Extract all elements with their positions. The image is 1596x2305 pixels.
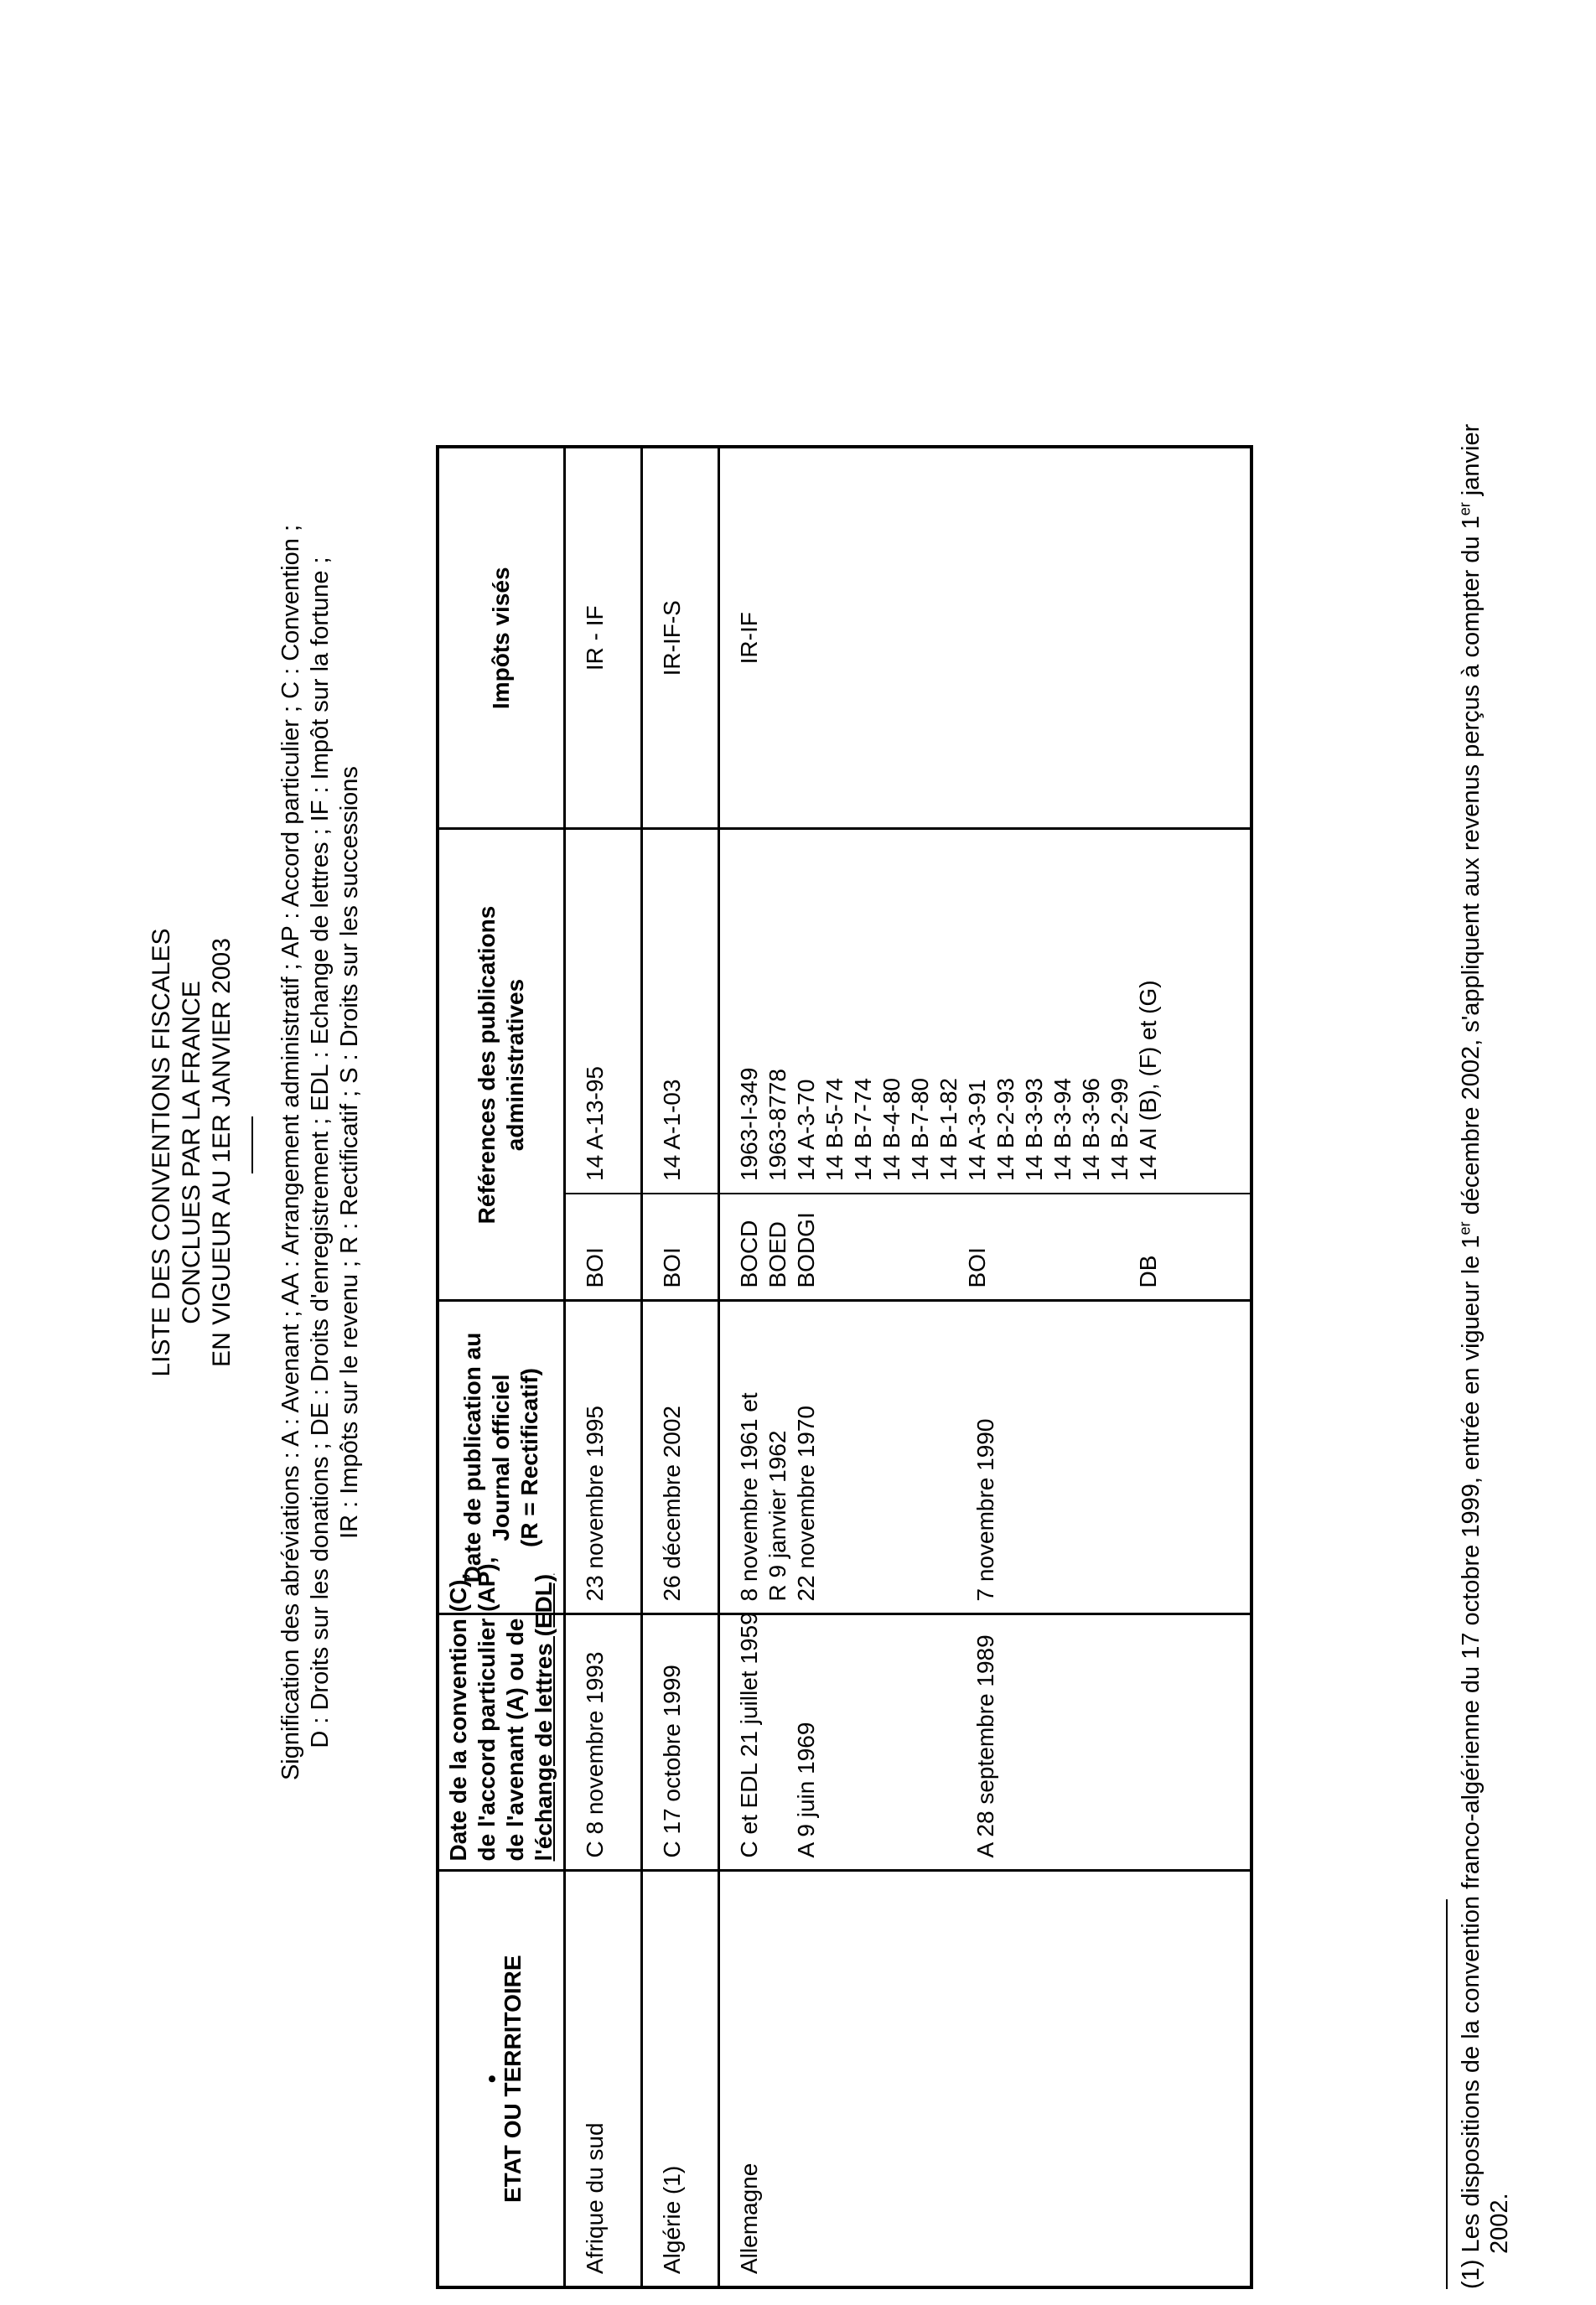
cell-state: Allemagne xyxy=(719,1871,1251,2286)
header-taxes: Impôts visés xyxy=(439,448,565,829)
ref-prefix-entry: BOED xyxy=(764,1221,790,1288)
ref-code-entry: 14 B-4-80 xyxy=(878,1078,904,1181)
cell-state: Algérie (1) xyxy=(642,1871,719,2286)
cell-ref-code xyxy=(719,829,1251,1194)
header-state-label: ETAT OU TERRITOIRE xyxy=(500,1955,526,2204)
spacer xyxy=(821,1628,972,1858)
cell-convention: C 8 novembre 1993 xyxy=(565,1614,642,1871)
cell-taxes: IR - IF xyxy=(565,448,642,829)
title-line: EN VIGUEUR AU 1ER JANVIER 2003 xyxy=(208,938,236,1367)
spacer xyxy=(764,1628,792,1858)
ref-code-entry: 14 B-2-99 xyxy=(1106,1078,1132,1181)
spacer xyxy=(1049,1206,1077,1288)
publication-entry: R 9 janvier 1962 xyxy=(764,1430,790,1602)
cell-ref-code: 14 A-13-95 xyxy=(565,829,642,1194)
publication-entry: 22 novembre 1970 xyxy=(793,1405,819,1602)
header-text: de l'accord particulier (AP), xyxy=(474,1557,500,1862)
convention-entry: A 9 juin 1969 xyxy=(793,1722,819,1858)
cell-publication xyxy=(719,1301,1251,1614)
table-row xyxy=(719,448,1251,2286)
title-line: CONCLUES PAR LA FRANCE xyxy=(178,981,205,1324)
header-text: Références des publications xyxy=(474,905,500,1225)
spacer xyxy=(821,1314,972,1602)
footnote-sup: er xyxy=(1456,1221,1474,1235)
spacer xyxy=(992,1206,1020,1288)
title-divider xyxy=(251,1116,253,1173)
footnote-line xyxy=(1457,152,1485,2289)
ref-code-entry: 14 A-3-91 xyxy=(964,1079,990,1181)
header-publication-date xyxy=(439,1301,565,1614)
ref-code-entry: 14 B-3-94 xyxy=(1049,1078,1075,1181)
spacer xyxy=(878,1206,906,1288)
cell-publication: 26 décembre 2002 xyxy=(642,1301,719,1614)
cell-ref-code: 14 A-1-03 xyxy=(642,829,719,1194)
cell-taxes: IR-IF xyxy=(719,448,1251,829)
header-references xyxy=(439,829,565,1301)
ref-code-entry: 14 B-7-80 xyxy=(907,1078,933,1181)
ref-code-entry: 14 B-3-96 xyxy=(1078,1078,1104,1181)
convention-entry: A 28 septembre 1989 xyxy=(972,1634,998,1858)
ref-code-entry: 14 AI (B), (F) et (G) xyxy=(1135,980,1161,1181)
spacer xyxy=(906,1206,935,1288)
spacer xyxy=(1106,1206,1134,1288)
footnote-divider xyxy=(1446,1899,1448,2289)
header-text: de l'avenant (A) ou de xyxy=(502,1618,528,1862)
legend-line: IR : Impôts sur le revenu ; R : Rectificatif ; S : Droits sur les successions xyxy=(336,766,363,1539)
spacer xyxy=(849,1206,878,1288)
ref-code-entry: 14 B-5-74 xyxy=(821,1078,847,1181)
cell-ref-prefix xyxy=(719,1194,1251,1301)
convention-entry: C et EDL 21 juillet 1959 xyxy=(736,1612,762,1858)
ref-code-entry: 14 B-1-82 xyxy=(935,1078,961,1181)
cell-publication: 23 novembre 1995 xyxy=(565,1301,642,1614)
spacer xyxy=(1077,1206,1106,1288)
cell-ref-prefix: BOI xyxy=(642,1194,719,1301)
cell-ref-prefix: BOI xyxy=(565,1194,642,1301)
ref-code-entry: 14 B-7-74 xyxy=(850,1078,876,1181)
ref-code-entry: 14 A-3-70 xyxy=(793,1079,819,1181)
ref-prefix-entry: DB xyxy=(1135,1255,1161,1288)
footnote-text: janvier xyxy=(1458,423,1485,503)
footnote-text: décembre 2002, s'appliquent aux revenus perçus à compter du 1 xyxy=(1458,515,1485,1222)
table-row xyxy=(642,448,719,2286)
footnote xyxy=(1457,152,1514,2289)
header-convention-date xyxy=(439,1557,565,1871)
ref-prefix-entry: BODGI xyxy=(793,1212,819,1288)
header-text: Journal officiel xyxy=(488,1374,514,1541)
title-line: LISTE DES CONVENTIONS FISCALES xyxy=(148,928,175,1377)
ref-code-entry: 1963-I-349 xyxy=(736,1067,762,1181)
header-text: Date de la convention (C), xyxy=(445,1572,471,1862)
header-text: (R = Rectificatif) xyxy=(516,1368,542,1547)
publication-entry: 7 novembre 1990 xyxy=(972,1418,998,1602)
header-mark: • xyxy=(479,2074,505,2084)
publication-entry: 8 novembre 1961 et xyxy=(736,1392,762,1602)
ref-code-entry: 14 B-3-93 xyxy=(1021,1078,1047,1181)
header-state xyxy=(439,1871,565,2286)
table-row xyxy=(565,448,642,2286)
cell-state: Afrique du sud xyxy=(565,1871,642,2286)
legend-line: D : Droits sur les donations ; DE : Droits d'enregistrement ; EDL : Echange de lettres ; IF : Impôt sur la fortune ; xyxy=(307,557,334,1748)
footnote-sup: er xyxy=(1456,502,1474,516)
legend-line: Signification des abréviations : A : Avenant ; AA : Arrangement administratif ; AP : Accord particulier ; C : Convention ; xyxy=(277,524,304,1781)
ref-code-entry: 1963-8778 xyxy=(764,1069,790,1181)
ref-code-entry: 14 B-2-93 xyxy=(992,1078,1018,1181)
cell-convention xyxy=(719,1614,1251,1871)
table-header-row xyxy=(439,448,565,2286)
document-title xyxy=(147,0,237,2305)
conventions-table xyxy=(436,445,1253,2289)
ref-prefix-entry: BOCD xyxy=(736,1220,762,1288)
header-text: administratives xyxy=(502,978,528,1152)
spacer xyxy=(1020,1206,1049,1288)
cell-convention: C 17 octobre 1999 xyxy=(642,1614,719,1871)
header-text: Date de publication au xyxy=(459,1332,485,1583)
ref-prefix-entry: BOI xyxy=(964,1247,990,1288)
footnote-text: (1) Les dispositions de la convention franco-algérienne du 17 octobre 1999, entrée en vigueur le 1 xyxy=(1458,1235,1485,2289)
spacer xyxy=(821,1206,849,1288)
spacer xyxy=(935,1206,963,1288)
header-text: l'échange de lettres (EDL) xyxy=(531,1573,557,1862)
abbreviations-legend xyxy=(277,0,365,2305)
cell-taxes: IR-IF-S xyxy=(642,448,719,829)
footnote-line: 2002. xyxy=(1486,2193,1513,2254)
